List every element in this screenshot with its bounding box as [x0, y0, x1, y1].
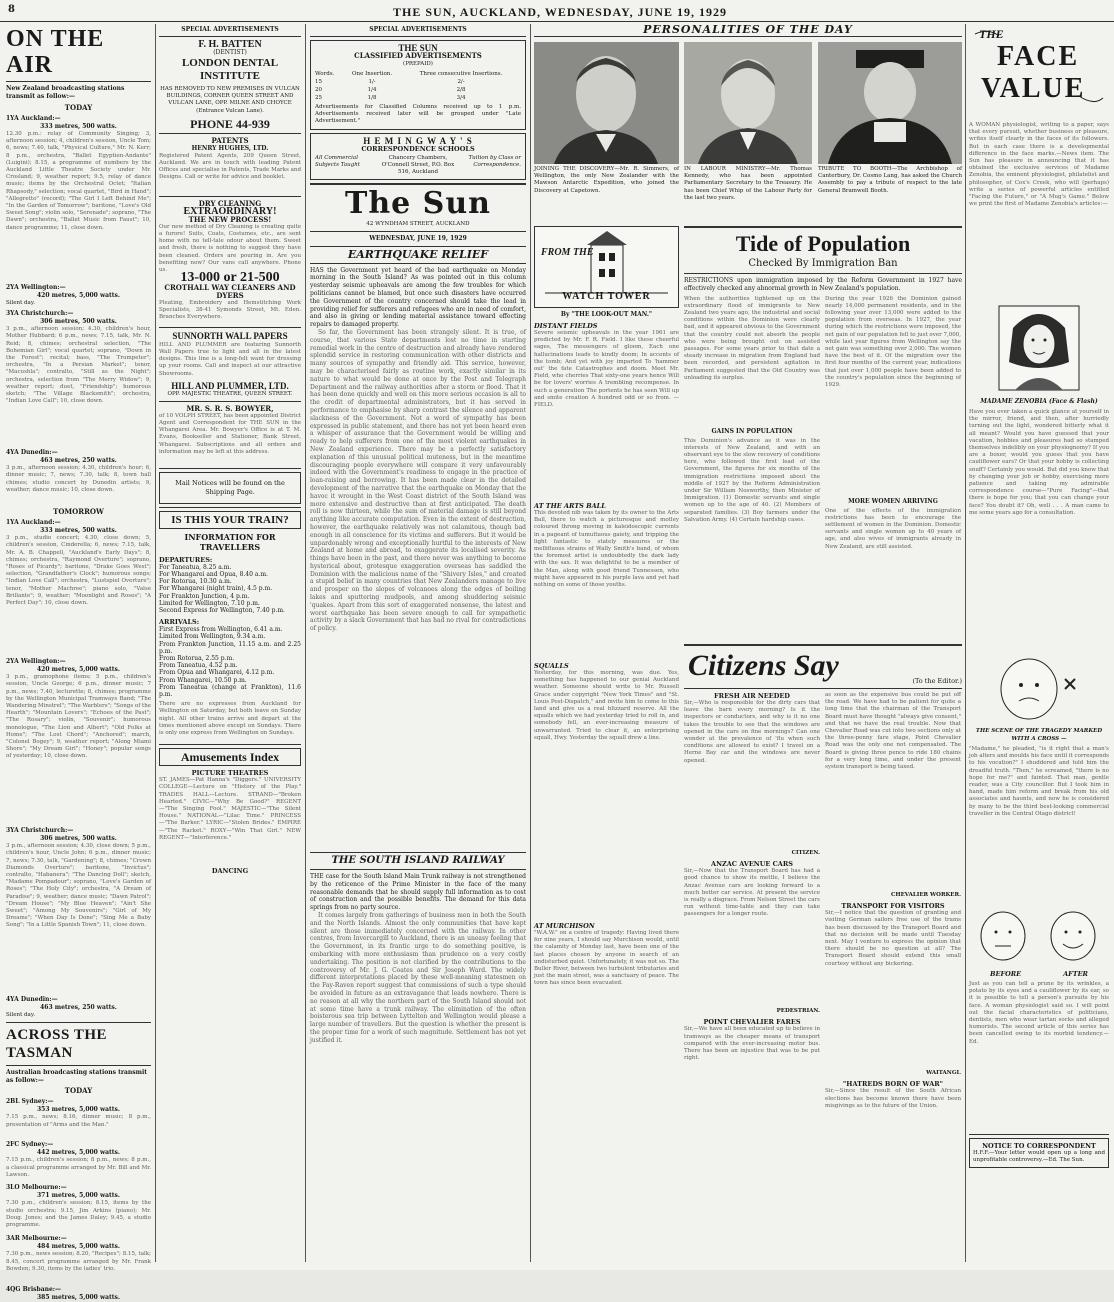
- railway-title: THE SOUTH ISLAND RAILWAY: [331, 854, 505, 866]
- station-1ya: 1YA Auckland:—: [6, 115, 61, 122]
- rates-row: [315, 86, 521, 94]
- paper-nameplate: The Sun: [345, 185, 491, 221]
- watch-tower-byline: By "THE LOOK-OUT MAN.": [560, 311, 653, 318]
- station-2ya: 2YA Wellington:—: [6, 284, 66, 291]
- station-3ya-tomorrow-spec: 306 metres, 500 watts.: [40, 835, 117, 843]
- face-value-logo: [969, 26, 1109, 122]
- letter-point-chev: Sir,—We have all been educated up to believe in tramways as the cheaper means of transport compared with the ever-increasing motor bus. There has been an injustice that was to be put right.: [684, 1026, 820, 1062]
- letter-continued: as soon as the expensive bus could be put off the road. We have had to be patient for quite a long time that the chairman of the Transport Board must have thought "always give consent," and that we have the real trouble. Now that Chevalier Road was cut into two sections only at the three-penny fare stage, Point Chevalier Road was the only one not compensated. The Board is giving three pence to ride 180 chains for a very long time, and under the present system transport is being taxed.: [825, 692, 961, 771]
- rate-words: 15: [315, 79, 322, 85]
- tide-text-women: One of the effects of the immigration restrictions has been to encourage the settlement of women in the Dominion. Domestic servants and single women up to 40 years of age, and also wives of immigrants already in New Zealand, are still assisted.: [825, 507, 961, 550]
- rates-col-words: Words.: [315, 71, 335, 77]
- departure-item: For Taneatua, 8.25 a.m.: [159, 563, 232, 571]
- extraordinary-heading: EXTRAORDINARY!: [183, 205, 277, 217]
- crothall-name: CROTHALL WAY CLEANERS AND DYERS: [164, 282, 296, 300]
- departure-item: Second Express for Wellington, 7.40 p.m.: [159, 607, 285, 615]
- cleaning-phone-numbers: 13-000 or 21-500: [180, 269, 280, 285]
- crothall-text: Pleating, Embroidery and Hemstitching Work Specialists, 38-41 Symonds Street, Mt. Eden. Branches Everywhere.: [159, 299, 301, 321]
- tide-text-right: During the year 1926 the Dominion gained nearly 14,000 permanent residents, and in the following year over 13,000 were added to the population from overseas. In 1927, the year during which the restrictions were imposed, the net gain of our population fell to just over 7,000, while last year figures from Wellington say the net gain was something over 2,000. The women have the best of it. Of the migration over the first four months of the current year, indications that just over 1,000 people have been added to the country's population since the beginning of 1929.: [825, 295, 961, 389]
- archbishop-photo: [818, 42, 962, 164]
- hemingway-right: Tuition by Class or Correspondence.: [468, 154, 521, 168]
- squalls-heading: SQUALLS: [534, 662, 569, 670]
- departures-list: [159, 564, 301, 614]
- hemingway-name: H E M I N G W A Y ' S: [363, 135, 473, 146]
- before-after-faces-icon: [969, 906, 1109, 970]
- arrival-item: From Rotorua, 2.55 p.m.: [159, 655, 235, 663]
- tragedy-text: "Madame," he pleaded, "is it right that a man's job alters and moulds his face until it corresponds to his vocation?" I shuddered and told him the dreadful truth. "Then," he screamed, "there is no hope for me?" and fainted. That man, gentle reader, was a City councillor. But I took him in hand, made him reform and break from his old associates and haunts, and now he is considered by many to be the third best-looking commercial traveller in the Central Otago district!: [969, 746, 1109, 817]
- mail-notices: Mail Notices will be found on the Shipping Page.: [159, 472, 301, 504]
- portrait-photo: [534, 42, 679, 164]
- amusements-index: Amusements Index: [159, 748, 301, 766]
- sunnorth-text: HILL AND PLUMMER are featuring Sunnorth Wall Papers true to light and all in the latest designs. This line is a long-felt want for dressing up your rooms. Call and inspect at our attractive Showrooms.: [159, 341, 301, 377]
- on-the-air-column: [6, 26, 152, 1302]
- station-4ya-spec: 463 metres, 250 watts.: [40, 457, 117, 465]
- station-2ya-spec: 420 metres, 5,000 watts.: [36, 292, 121, 299]
- arrival-item: From Frankton Junction, 11.15 a.m. and 2.25 p.m.: [159, 640, 301, 655]
- earthquake-title: EARTHQUAKE RELIEF: [347, 247, 489, 261]
- today-heading: TODAY: [64, 103, 93, 112]
- picture-theatres-heading: PICTURE THEATRES: [191, 769, 269, 778]
- rates-table: [315, 70, 521, 102]
- dry-cleaning-heading: DRY CLEANING: [198, 198, 262, 208]
- arrival-item: Limited from Wellington, 9.34 a.m.: [159, 633, 266, 641]
- portrait-photo: [818, 42, 962, 164]
- murchison-text: "W.A.W." on a centre of tragedy: Having lived there for nine years, I should say Murchison would, until the calamity of Monday last, have been one of the last places chosen by anyone in search of an undisturbed quiet. Unfortunately, it was not so. The Buller River, between two turbulent tributaries and just the main street, was a sanctuary of peace. The town has since been evacuated.: [534, 930, 679, 987]
- patents-heading: PATENTS: [211, 135, 249, 145]
- squalls-text: Yesterday, for this morning, was due. Yes, something has happened to our genial Auckland weather. Someone should write to Mr. Russell Grace under copyright "New York Times" and "St. Louis Post-Dispatch," and invite him to come to this land and give us a real blizzard reserve. All the squalls which we had yesterday tried to roll in, and somebody fell, an ever-increasing measure of unwarranted. Tried to clear it, an enterprising squall, Hwy. Yesterday the squall drew a line.: [534, 670, 679, 741]
- letter-heading-anzac: ANZAC AVENUE CARS: [711, 860, 793, 869]
- column-rule: [305, 24, 306, 1262]
- classified-header: SPECIAL ADVERTISEMENTS: [310, 26, 526, 37]
- simmers-photo: [534, 42, 679, 164]
- classified-title2: CLASSIFIED ADVERTISEMENTS: [354, 51, 482, 60]
- today-heading-tasman: TODAY: [64, 1086, 93, 1096]
- notice-box: [969, 1138, 1109, 1168]
- zenobia-cartoon: [969, 302, 1109, 398]
- train-heading: IS THIS YOUR TRAIN?: [159, 511, 301, 529]
- hill-plummer-address: OPP. MAJESTIC THEATRE, QUEEN STREET.: [167, 390, 293, 397]
- watch-tower-section: [534, 226, 679, 1266]
- zenobia-portrait-icon: [969, 302, 1109, 398]
- programme-text: 3 p.m., gramophone items; 5 p.m., children's session, Uncle George; 6 p.m., dinner music; 7 p.m., news; 7.40, lecturette; 8, chimes; programme by the Wellington Municipal Tramways Band; "The Wandering Minstrel"; "The Warblers"; "Songs of the Hearth"; "Mountain Lovers"; "Echoes of the Past"; "The Rosary"; violin, "Souvenir"; humorous monologue, "The Lion and Albert"; "Old Folks at Home"; "The Lost Chord"; "Anchored"; march, "Colonel Bogey"; 9, weather report; "Along Miami Shore"; "My Dream Girl"; "Honey"; popular songs of yesterday; 10, close down.: [6, 674, 152, 760]
- batten-name: F. H. BATTEN: [198, 39, 262, 50]
- tide-title: Tide of Population: [735, 231, 911, 256]
- station-1ya-tomorrow-spec: 333 metres, 500 watts.: [40, 527, 117, 535]
- tide-subtitle: Checked By Immigration Ban: [748, 258, 898, 269]
- letter-heading-hatreds: "HATREDS BORN OF WAR": [842, 1080, 944, 1089]
- programme-text: 3 p.m., afternoon session; 4.30, children's hour, Mother Hubbard; 6 p.m., news; 7.15, talk, Mr. N. Reid; 8, chimes; orchestral selection, "The Bohemian Girl"; vocal quartet; soprano, "Down in the Forest"; recital; bass, "The Trumpeter"; orchestra, "In a Persian Market"; tenor, "Macushla"; contralto, "Still as the Night"; orchestra, selection from "The Merry Widow"; 9, weather report; duet, "Friendship"; humorous sketch; "The Village Blacksmith"; orchestra, "Indian Love Call"; 10, close down.: [6, 326, 151, 405]
- station-3ya-spec: 306 metres, 500 watts.: [40, 318, 117, 326]
- rate-one: 1/8: [367, 95, 377, 101]
- london-dental-institute: LONDON DENTAL INSTITUTE: [181, 57, 279, 82]
- arrival-item: From Opua and Whangarei, 4.12 p.m.: [159, 669, 275, 677]
- departures-heading: DEPARTURES:: [159, 555, 213, 564]
- column-rule: [155, 24, 156, 1262]
- station-3ar: 3AR Melbourne:—: [6, 1235, 67, 1243]
- patents-name: HENRY HUGHES, LTD.: [191, 144, 269, 152]
- bowyer-text: of 10 VOLPH STREET, has been appointed District Agent and Correspondent for THE SUN in the Whangarei Area. Mr. Bowyer's Office is at T. M. Evans, Bookseller and Stationer, Bank Street, Whangarei. Subscriptions and all orders and information may be left at this address.: [159, 412, 301, 455]
- column-rule: [530, 24, 531, 1262]
- face-value-value: VALUE: [981, 73, 1086, 104]
- signature-chevalier: CHEVALIER WORKER.: [891, 892, 961, 898]
- arrival-item: From Whangarei, 10.50 p.m.: [159, 676, 247, 684]
- before-label: BEFORE: [990, 970, 1022, 978]
- departure-item: Limited for Wellington, 7.10 p.m.: [159, 599, 260, 607]
- masthead: THE SUN, AUCKLAND, WEDNESDAY, JUNE 19, 1929: [393, 5, 727, 19]
- station-2ya-tomorrow: 2YA Wellington:—: [6, 658, 66, 666]
- citizens-title: Citizens Say: [688, 649, 839, 682]
- station-1ya-tomorrow: 1YA Auckland:—: [6, 519, 61, 527]
- programme-text: 12.30 p.m.: relay of Community Singing; 3, afternoon session; 4, children's session, Uncle Tom; 6, news; 7.40, talk, "Physical Culture," Mr. N. Kerr; 8 p.m., orchestra, "Ballet Egyptien-Andante" (Luigini); 8.15, a programme of numbers by the Auckland Little Theatre Society under Mr. Crosland; 9, weather report; 9.5, relay of dance music; items by the Orchestral Octet; "Italian Rhapsody," selection; vocal quartet, "Bird in Hand"; "Allegretto" (record); "The Girl I Left Behind Me"; "In the Garden of Tomorrow"; baritone, "Love's Old Sweet Song"; violin solo, "Serenade"; soprano, "The Dawn"; orchestra, "Ballet Music from Faust"; 10, dance programme; 11, close down.: [6, 131, 151, 231]
- murchison-heading: AT MURCHISON: [534, 922, 595, 930]
- more-women-heading: MORE WOMEN ARRIVING: [848, 497, 938, 505]
- letter-anzac: Sir,—Now that the Transport Board has had a good chance to show its mettle, I believe the Anzac Avenue cars are looking forward to a much better car service. At present the service is really a disgrace. From Nelson Street the cars run without time-table and they can take passengers for a longer route.: [684, 868, 820, 918]
- notice-body: H.F.F.—Your letter would open up a long and unprofitable controversy.—Ed. The Sun.: [973, 1150, 1105, 1164]
- letter-fresh-air: Sir,—Who is responsible for the dirty cars that leave the barn every morning? Is it the inspectors or conductors, and why is it no one takes the trouble to see that the windows are opened in the cars on fine mornings? Can one wonder at the prevalence of 'flu when such conditions are allowed to exist? I travel on a Herne Bay car and the windows are never opened.: [684, 700, 820, 764]
- batten-phone: PHONE 44-939: [190, 116, 270, 131]
- classified-title: THE SUN: [398, 43, 438, 53]
- programme-text: 7.15 p.m., children's session; 8 p.m., news; 8 p.m., a classical programme arranged by Mr. Bill and Mr. Lawson.: [6, 1157, 151, 1178]
- rate-one: 1/4: [367, 87, 377, 93]
- rates-col-three: Three consecutive Insertions.: [419, 71, 503, 77]
- station-2bl-spec: 353 metres, 5,000 watts.: [36, 1106, 121, 1114]
- arrival-item: From Taneatua, 4.52 p.m.: [159, 662, 238, 670]
- face-value-the: THE: [979, 27, 1004, 41]
- hemingway-sub: CORRESPONDENCE SCHOOLS: [361, 144, 475, 153]
- programme-text: 7.15 p.m., news; 8.16, dinner music; 8 p.m., presentation of "Arms and the Man.": [6, 1114, 151, 1128]
- sunnorth-heading: SUNNORTH WALL PAPERS: [172, 330, 288, 341]
- closing-text: Just as you can tell a prune by its wrinkles, a potato by its eyes and a cauliflower by its ear, so it is possible to tell a person's pursuits by his face. A woman physiologist said so. I will point out the facial characteristics of politicians, dentists, men who wear tartan socks and alleged humorists. The second article of this series has been cancelled owing to its morbid tendency.—Ed.: [969, 981, 1109, 1045]
- rate-one: 1/-: [368, 79, 376, 85]
- column-rule: [965, 24, 966, 1262]
- portrait-photo: [684, 42, 812, 164]
- earthquake-body: So far, the Government has been strangely silent. It is true, of course, that various State departments lost no time in starting remedial work in the centre of destruction and already have rendered splendid service in restoring communication with other districts and many sources of sympathy and friendly aid. This service, however, may be characterised fairly as routine work, exactly similar in its nature to what would be done at once by the Post and Telegraph Department and the railway authorities after a storm or flood. That it has been done quickly and well on this more serious occasion is all to the credit of departmental administrators, but it has served in performance to emphasise by sharp contrast the silence and apparent slackness of the Government. Not a word of sympathy has been expressed in public statement, and there has not yet been heard even a whisper of assurance that the Government would be willing and ready to help sufferers from one of the most violent earthquakes in New Zealand experience. There may be a perfectly satisfactory explanation of this unusual political muteness, but in the meantime discouraging people everywhere will compare it very unfavourably indeed with the Government's readiness to engage in the practice of loan-raising and borrowing. It has been made clear in the detailed development of the narrative that the earthquake on Monday that the havoc it wrought in the West Coast district of the South Island was more extensive and destructive than at first anticipated. The death roll is now thirteen, while the sum of material damage is still beyond anything like accurate computation. Even in the extent of destruction, however, the earthquake relatively was not calamitous, though bad enough in all conscience for its victims and sufferers. But it would be unpardonably wrong and exceptionally hurtful to the interests of New Zealand at home and abroad, to exaggerate its localised severity. As things have been in the past, and there never was anything to become hysterical about, grotesque exaggeration overseas has saddled the Dominion with the malicious name of the "Shivery Isles," and created a stupid belief in many countries that New Zealanders manage to live and prosper on the slopes of volcanoes along the edges of boiling lakes and sputtering mudpools, and among shuddering seismic 'quakes. Apart from this sort of exaggerated nonsense, the latest and worst earthquake has been severe enough to call for sympathetic activity by a slack Government that has had no rival for contradictions of policy.: [310, 328, 526, 633]
- programme-text: 3 p.m., afternoon session; 4.30, close down; 5 p.m., children's hour, Uncle John; 6 p.m., dinner music; 7, news; 7.30, talk, "Gardening"; 8, chimes; "Crown Diamonds Overture"; baritone, "Invictus"; contralto, "Habanera"; "The Dancing Doll"; sketch, "Madame Pompadour"; soprano, "Love's Garden of Roses"; "The Holy City"; orchestra, "A Dream of Paradise"; 9, weather; dance music; "Dawn Patrol"; "Dream House"; "My Blue Heaven"; "Ain't She Sweet"; "Among My Souvenirs"; "Girl of My Dreams"; "When Day Is Done"; "Sing Me a Baby Song"; "In a Little Spanish Town"; 11, close down.: [6, 843, 151, 929]
- batten-title: (DENTIST): [213, 49, 247, 56]
- before-after-cartoon: [969, 906, 1109, 970]
- station-3lo: 3LO Melbourne:—: [6, 1184, 67, 1192]
- programme-text: 7.30 p.m., children's session; 8.15, items by the studio orchestra; 9.15, Jim Arkins (piano); Mr. Doug. Jones; and the James Daley; 9.45, a studio programme.: [6, 1200, 151, 1229]
- face-value-column: [969, 26, 1109, 1266]
- rates-row: [315, 78, 521, 86]
- kennedy-photo: [684, 42, 812, 164]
- station-4ya-tomorrow: 4YA Dunedin:—: [6, 996, 58, 1004]
- personalities-title: PERSONALITIES OF THE DAY: [534, 26, 962, 37]
- signature-waitangi: WAITANGI.: [926, 1070, 961, 1077]
- station-3ar-spec: 484 metres, 5,000 watts.: [36, 1243, 121, 1251]
- zenobia-caption: MADAME ZENOBIA (Face & Flash): [980, 398, 1098, 405]
- amusements-text: ST. JAMES—Pat Hanna's "Diggers." UNIVERSITY COLLEGE—Lecture on "History of the Play." TRADES HALL—Lecture. STRAND—"Broken Hearted." CIVIC—"Why Be Good?" REGENT—"The Singing Fool." MAJESTIC—"The Silent House." NATIONAL—"Lilac Time." PRINCESS—"The Barker." LYRIC—"Stolen Brides." EMPIRE—"The Racket." ROXY—"Win That Girl." NEW REGENT—"Interference.": [159, 777, 301, 841]
- new-process-heading: THE NEW PROCESS!: [188, 214, 272, 224]
- after-label: AFTER: [1063, 970, 1088, 978]
- signature-pedestrian: PEDESTRIAN.: [776, 1008, 820, 1015]
- tragedy-caption: THE SCENE OF THE TRAGEDY MARKED WITH A CROSS —: [975, 728, 1103, 742]
- tragedy-scene-icon: [969, 649, 1109, 727]
- tomorrow-heading: TOMORROW: [53, 507, 104, 517]
- station-4ya: 4YA Dunedin:—: [6, 449, 58, 457]
- silent-day: Silent day.: [6, 300, 35, 306]
- hemingway-box: [310, 133, 526, 180]
- face-value-text: A WOMAN physiologist, writing to a paper, says that every pursuit, whether business or pleasure, writes itself clearly in the faces of its followers. But in each case there is a developmental difference in the face marks.—News item. The Sun has pleasure in announcing that it has obtained the exclusive services of Madame Zenobia, the eminent physiologist, philatelist and philosopher, of Cox's Creek, who will (perhaps) write a series of powerful articles entitled "Facing the Future," or "A Mug's Game." Below we print the first of Madame Zenobia's articles:—: [969, 122, 1109, 208]
- simmers-caption: JOINING THE DISCOVERY—Mr. R. Simmers, of Wellington, the only New Zealander with the Mawson Antarctic Expedition, who joined the Discovery at Capetown.: [534, 166, 679, 194]
- station-2ya-tomorrow-spec: 420 metres, 5,000 watts.: [36, 666, 121, 674]
- classified-note: Advertisements for Classified Columns received up to 1 p.m. Advertisements received later will be grouped under "Late Advertisement.": [315, 104, 521, 125]
- rate-words: 20: [315, 87, 322, 93]
- travellers-heading: INFORMATION FOR TRAVELLERS: [184, 531, 276, 552]
- patents-text: Registered Patent Agents, 209 Queen Street, Auckland. We are in touch with leading Patent Offices and specialise in Patents, Trade Marks and Designs. Call or write for advice and booklet.: [159, 152, 301, 181]
- station-4ya-tomorrow-spec: 463 metres, 250 watts.: [40, 1004, 117, 1012]
- dry-cleaning-text: Our new method of Dry Cleaning is creating quite a furore! Suits, Coats, Costumes, etc., are sent home with no tell-tale odour about them. Sweet and fresh, there is nothing to suggest they have been cleaned. Orders are pouring in. Are you benefiting now? Our vans call anywhere. Phone us.: [159, 223, 301, 274]
- station-4qg-spec: 385 metres, 5,000 watts.: [36, 1294, 121, 1302]
- batten-body: HAS REMOVED TO NEW PREMISES IN VULCAN BUILDINGS, CORNER QUEEN STREET AND VULCAN LANE, OPP. MILNE AND CHOYCE (Entrance Vulcan Lane).: [160, 86, 300, 114]
- station-3ya-tomorrow: 3YA Christchurch:—: [6, 827, 74, 835]
- arts-ball-heading: AT THE ARTS BALL: [534, 502, 606, 510]
- face-value-face: FACE: [997, 41, 1080, 72]
- letter-heading-fresh-air: FRESH AIR NEEDED: [714, 692, 790, 700]
- arrivals-list: [159, 626, 301, 698]
- across-tasman-title: ACROSS THE TASMAN: [6, 1027, 108, 1062]
- arrival-item: First Express from Wellington, 6.41 a.m.: [159, 626, 283, 634]
- kennedy-caption: IN LABOUR MINISTRY—Mr. Thomas Kennedy, who has been appointed Parliamentary Secretary to the Treasury. He has been Chief Whip of the Labour Party for the last two years.: [684, 166, 812, 201]
- departure-item: For Whangarei and Opua, 8.40 a.m.: [159, 571, 268, 579]
- signature-citizen: CITIZEN.: [791, 850, 820, 856]
- bowyer-name: MR. S. R. S. BOWYER,: [186, 403, 274, 413]
- programme-text: 3 p.m., studio concert; 4.30, close down; 5, children's session, Cinderella; 6, news; 7.15, talk, Mr. A. B. Chappell, "Auckland's Early Days"; 8, chimes; orchestra, "Raymond Overture"; soprano, "Roses of Picardy"; baritone, "Drake Goes West"; selection, "Grandfather's Clock"; humorous songs; "Indian Love Call"; orchestra, "Lustspiel Overture"; tenor, "Mother Machree"; piano solo, "Valse Brillante"; 9, weather; "Moonlight and Roses"; "A Perfect Day"; 10, close down.: [6, 535, 151, 607]
- rate-three: 2/-: [457, 79, 465, 85]
- arts-ball-text: This devoted nib was taken by its owner to the Arts Ball, there to watch a picturesque and motley coloured throng moving in kaleidoscopic currents in a pageant of tumultuous gaiety, and tripping the light fantastic to stately measures or the mellifluous strains of Wally Smith's band, of whom the foremost artist is undoubtedly the dark lady with the sax. It was delightful to be a member of the Man, along with good friend Tunnessen, who might have appeared in his purple lava and yet had nothing on some of those youths.: [534, 510, 679, 589]
- railway-lead: THE case for the South Island Main Trunk railway is not strengthened by the reticence of the Prime Minister in the face of the many reasonable demands that he should supply full information as to cost of construction and the possible benefits. The demand for this data springs from no party source.: [310, 872, 526, 912]
- tide-text-gains: This Dominion's advance as it was in the interests of New Zealand, and with an observant eye to the slow recovery of conditions here, who followed the first lead of the Government, the figures for six months of the immigration restrictions imposed about the middle of 1927 by the Reform Administration under Sir William Nosworthy, then Minister of Immigration. (1) Domestic servants and single women up to the age of 40. (2) Members of separated families. (3) Boy farmers under the Salvation Army. (4) Certain hardship cases.: [684, 437, 820, 523]
- special-ads-column: [159, 26, 301, 1266]
- on-the-air-title: ON THE AIR: [6, 26, 105, 78]
- silent-day-tomorrow: Silent day.: [6, 1012, 35, 1019]
- distant-fields-text: Severe seismic upheavals in the year 1961 are predicted by Mr. F. R. Field. I like these cheerful sages, The messengers of gloom, Each one hallucinations leads to kindly doom; In accents of the tomb; And yet with joy imparted To 'hammer out' the fate Catastrophes and doom. Meet Mr. Field, who cherries That sixty-one years hence Will be for lovers' worries A trembling recompense. In such a generation The portents he has seen Will up and smite creation A hundred odd or so from. — FIELD.: [534, 330, 679, 409]
- letter-heading-transport: TRANSPORT FOR VISITORS: [841, 902, 945, 911]
- tragedy-cartoon: [969, 649, 1109, 727]
- arrival-item: From Taneatua (change at Frankton), 11.6 p.m.: [159, 683, 301, 699]
- station-4qg: 4QG Brisbane:—: [6, 1286, 61, 1294]
- news-column: [534, 23, 962, 1266]
- gains-heading: GAINS IN POPULATION: [711, 427, 793, 435]
- notice-heading: NOTICE TO CORRESPONDENT: [982, 1142, 1096, 1150]
- zenobia-text: Have you ever taken a quick glance at yourself in the mirror, friend, and then, after hurriedly turning out the light, wondered bitterly what it all meant? Would you have guessed that your vacation, hobbies and pleasures had so stamped themselves indelibly on your physiognomy? If you are a boxer, would you guess that you have cauliflower ears? Or that your hobby is collecting snuff? Certainly you would. But did you know that by changing your job or hobby, exercising more patience and taking my admirable correspondence course—"Pure Facing"—that there is hope for you; that you can change your face? You doubt it? Oh, well . . . A man came to me some years ago for a consultation.: [969, 409, 1109, 516]
- rate-words: 25: [315, 95, 322, 101]
- station-1ya-spec: 333 metres, 500 watts.: [40, 123, 117, 130]
- rates-row: [315, 94, 521, 102]
- archbishop-caption: TRIBUTE TO BOOTH—The Archbishop of Canterbury, Dr. Cosmo Lang, has asked the Church Assembly to pay a tribute of respect to the late General Bramwell Booth.: [818, 166, 962, 194]
- tide-text-left: When the authorities tightened up on the extraordinary flood of immigrants to New Zealand two years ago, the industrial and social conditions within the Dominion were clearly bad, and it appeared obvious to the Government that the country could not absorb the people who were being brought out on assisted passages. For some years prior to that date a steady increase in migration from England had been recorded, and persistent agitation in Parliament suggested that the Old Country was unloading its surplus.: [684, 295, 820, 381]
- special-ads-header: SPECIAL ADVERTISEMENTS: [159, 26, 301, 37]
- hemingway-left: All Commercial Subjects Taught: [315, 154, 360, 168]
- station-3ya: 3YA Christchurch:—: [6, 310, 74, 318]
- station-3lo-spec: 371 metres, 5,000 watts.: [36, 1192, 121, 1200]
- on-the-air-subtitle: New Zealand broadcasting stations transmit as follow:—: [6, 85, 125, 100]
- paper-address: 42 WYNDHAM STREET, AUCKLAND: [366, 220, 470, 227]
- page-header: [0, 0, 1114, 22]
- rate-three: 2/8: [456, 87, 466, 93]
- letter-transport: Sir,—I notice that the question of granting and visiting German sailors free use of the trams has been discussed by the Transport Board and that no decision will be made until Tuesday next. May I venture to express the opinion that there should be no question at all? The Transport Board should extend this small courtesy without any bickering.: [825, 910, 961, 967]
- distant-fields-heading: DISTANT FIELDS: [534, 322, 598, 330]
- rate-three: 3/4: [456, 95, 466, 101]
- departure-item: For Rotorua, 10.30 a.m.: [159, 578, 232, 586]
- citizens-say: [684, 644, 962, 1264]
- across-tasman-subtitle: Australian broadcasting stations transmit as follow:—: [6, 1069, 148, 1085]
- hemingway-mid: Chancery Chambers, O'Connell Street, P.O. Box 516, Auckland: [381, 154, 455, 175]
- railway-body: It comes largely from gatherings of business men in both the South and the North Islands. Almost the only communities that have kept silent are those immediately concerned with the railway. In other centres, from Invercargill to Auckland, there is an uneasy feeling that the Government, in its frantic urge to do something positive, is embarking with more enthusiasm than prudence on a very costly undertaking. The position is not clarified by the contributions to the controversy of Mr. J. G. Coates and Sir Joseph Ward. The widely different interpretations placed by these well-meaning statesmen on the Fay-Raven report suggest that commissions of such a type should be avoided in future as an extravagance that leads nowhere. There is no reason at all why the northern part of the South Island should not at some time have a trunk railway. The elimination of the often boisterous sea trip between Lyttelton and Wellington would please a large number of travellers. But the question is whether the present is the proper time for a work of such magnitude. Settlement has not yet justified it.: [310, 911, 526, 1044]
- page-number: 8: [8, 4, 15, 15]
- editorial-column: [310, 26, 526, 1266]
- dancing-heading: DANCING: [211, 867, 249, 876]
- watch-tower-from: FROM THE: [541, 247, 594, 258]
- classified-box: [310, 40, 526, 130]
- programme-text: 7.30 p.m., news session; 8.20, "Recipes"; 8.15, talk; 8.45, concert programme arranged by Mr. Frank Bowden; 9.30, items by the ladies' trio.: [6, 1251, 151, 1272]
- tide-lead: RESTRICTIONS upon immigration imposed by the Reform Government in 1927 have effectively checked any abnormal growth in New Zealand's population.: [684, 277, 962, 292]
- watch-tower-logo: [534, 226, 679, 308]
- departure-item: For Whangarei (night train), 4.5 p.m.: [159, 585, 273, 593]
- arrivals-heading: ARRIVALS:: [159, 618, 200, 627]
- station-2fc-spec: 442 metres, 5,000 watts.: [36, 1149, 121, 1157]
- rates-col-one: One Insertion.: [352, 71, 393, 77]
- watch-tower-name: WATCH TOWER: [562, 291, 651, 302]
- classified-title3: (PREPAID): [403, 61, 433, 67]
- letter-hatreds: Sir,—Since the result of the South African elections has become known there have been misgivings as to the future of the Union.: [825, 1088, 961, 1109]
- train-notes: There are no expresses from Auckland for Wellington on Saturday, but both leave on Sunday night. All other trains arrive and depart at the times mentioned above except on Sundays. There is only one express from Wellington on Sundays.: [159, 701, 301, 737]
- letter-heading-point-chev: POINT CHEVALIER FARES: [703, 1018, 801, 1027]
- earthquake-lead: HAS the Government yet heard of the bad earthquake on Monday morning in the South Island? As was pointed out in this column yesterday seismic upheavals are among the few troubles for which politicians cannot be blamed, but once such disasters have occurred the Government of the country concerned should take the lead in providing relief for sufferers and refugees who are in need of comfort, and also in giving or lending material assistance toward effecting repairs to damaged property.: [310, 266, 526, 329]
- station-2bl: 2BL Sydney:—: [6, 1098, 54, 1106]
- hill-plummer-name: HILL AND PLUMMER, LTD.: [171, 380, 289, 391]
- editorial-date: WEDNESDAY, JUNE 19, 1929: [369, 234, 467, 242]
- departure-item: For Frankton Junction, 4 p.m.: [159, 592, 250, 600]
- tide-of-population: [684, 226, 962, 641]
- programme-text: 3 p.m., afternoon session; 4.30, children's hour; 6, dinner music; 7, news; 7.30, talk; 8, town hall chimes; studio concert by Dunedin artists; 9, weather; dance music; 10, close down.: [6, 465, 151, 493]
- to-editor: (To the Editor.): [912, 677, 962, 685]
- station-2fc: 2FC Sydney:—: [6, 1141, 54, 1149]
